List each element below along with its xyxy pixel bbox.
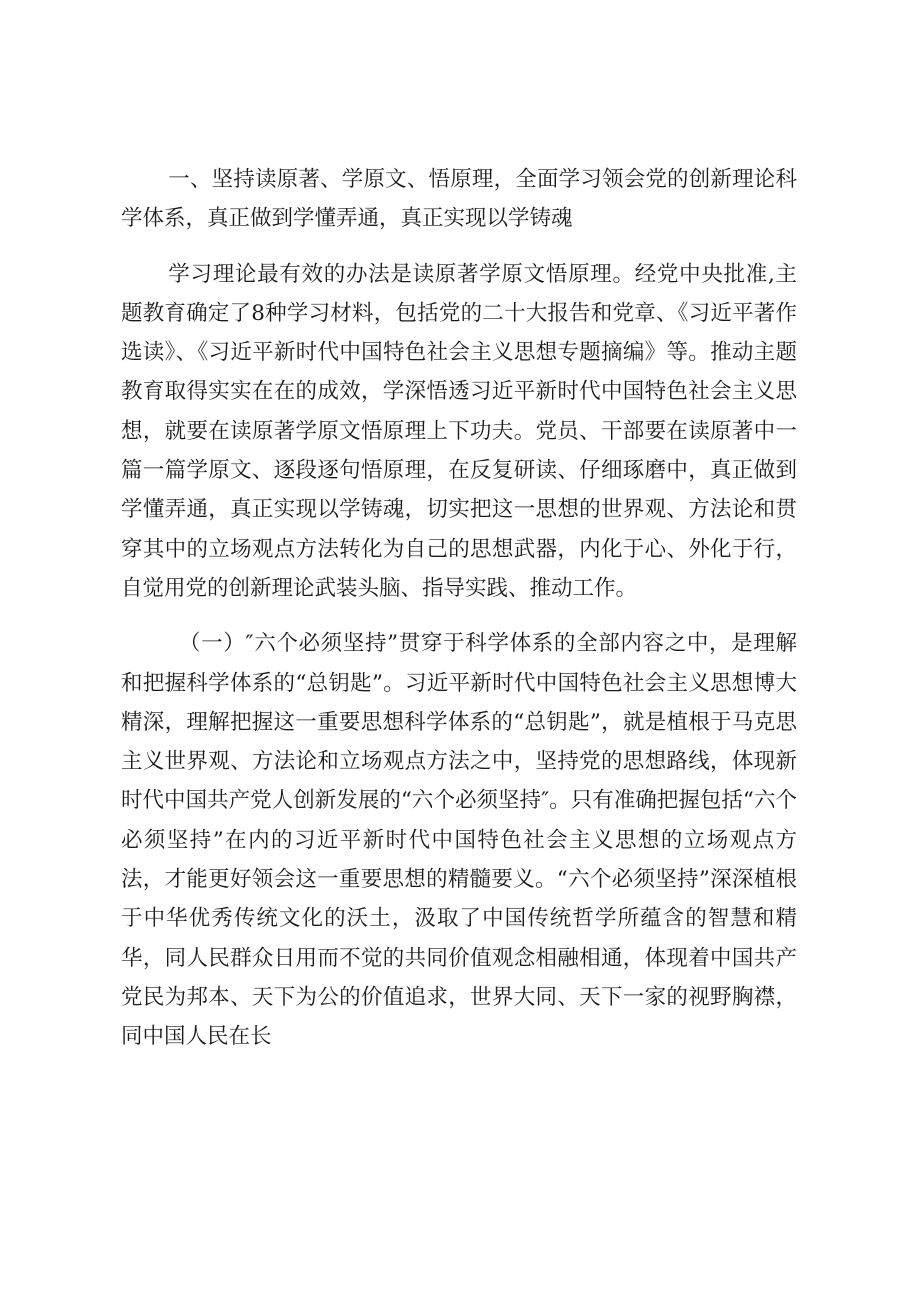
- section-heading: 一、坚持读原著、学原文、悟原理，全面学习领会党的创新理论科学体系，真正做到学懂弄通，真正实现以学铸魂: [121, 167, 797, 232]
- document-body: [121, 160, 797, 1057]
- body-paragraph-2: （一）″六个必须坚持”贯穿于科学体系的全部内容之中，是理解和把握科学体系的“总钥匙”。习近平新时代中国特色社会主义思想博大精深，理解把握这一重要思想科学体系的“总钥匙”，就是植根于马克思主义世界观、方法论和立场观点方法之中，坚持党的思想路线，体现新时代中国共产党人创新发展的“六个必须坚持″。只有准确把握包括“六个必须坚持”在内的习近平新时代中国特色社会主义思想的立场观点方法，才能更好领会这一重要思想的精髓要义。“六个必须坚持”深深植根于中华优秀传统文化的沃土，汲取了中国传统哲学所蕴含的智慧和精华，同人民群众日用而不觉的共同价值观念相融相通，体现着中国共产党民为邦本、天下为公的价值追求，世界大同、天下一家的视野胸襟，同中国人民在长: [121, 631, 797, 1050]
- body-paragraph-1: 学习理论最有效的办法是读原著学原文悟原理。经党中央批准,主题教育确定了8种学习材料，包括党的二十大报告和党章、《习近平著作选读》、《习近平新时代中国特色社会主义思想专题摘编》等。推动主题教育取得实实在在的成效，学深悟透习近平新时代中国特色社会主义思想，就要在读原著学原文悟原理上下功夫。党员、干部要在读原著中一篇一篇学原文、逐段逐句悟原理，在反复研读、仔细琢磨中，真正做到学懂弄通，真正实现以学铸魂，切实把这一思想的世界观、方法论和贯穿其中的立场观点方法转化为自己的思想武器，内化于心、外化于行，自觉用党的创新理论武装头脑、指导实践、推动工作。: [121, 261, 797, 601]
